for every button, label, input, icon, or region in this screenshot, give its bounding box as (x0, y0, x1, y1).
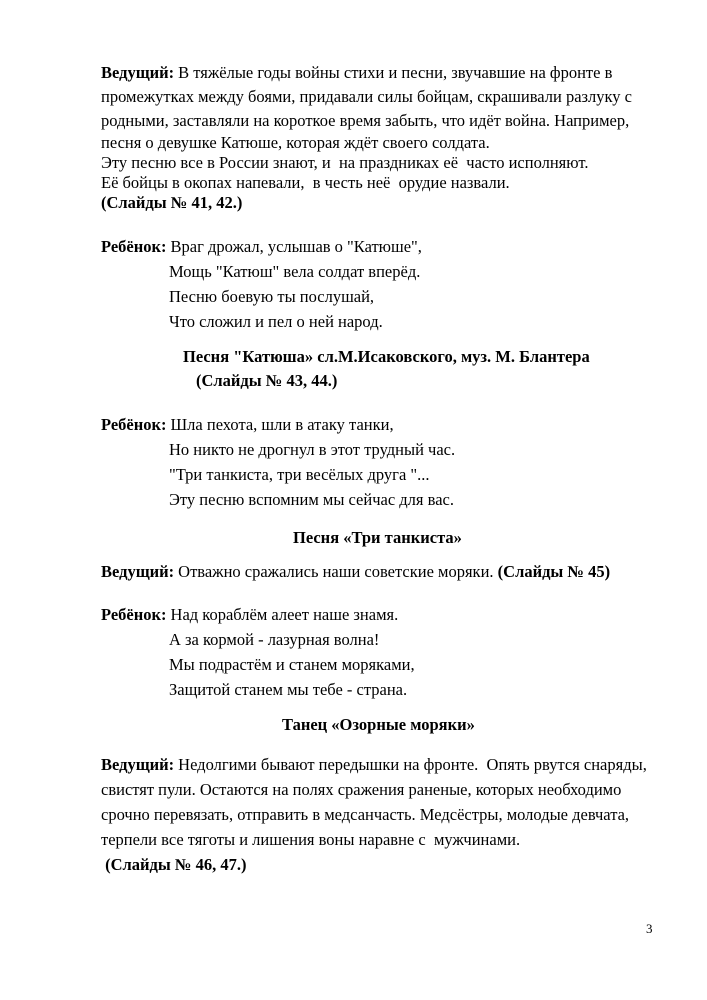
text-line: промежутках между боями, придавали силы бойцам, скрашивали разлуку с (101, 87, 632, 106)
speech-text: Отважно сражались наши советские моряки. (178, 562, 498, 581)
page-content (101, 61, 681, 877)
verse-line: Песню боевую ты послушай, (169, 287, 375, 306)
child-verse-sailors (101, 602, 681, 702)
speaker-label: Ребёнок: (101, 605, 167, 624)
child-verse-three-tankmen (101, 412, 681, 512)
verse-line: Мощь "Катюш" вела солдат вперёд. (169, 262, 421, 281)
verse-line: Защитой станем мы тебе - страна. (169, 680, 408, 699)
speech-text: В тяжёлые годы войны стихи и песни, звучавшие на фронте в (178, 63, 613, 82)
verse-line: Но никто не дрогнул в этот трудный час. (169, 440, 456, 459)
slides-note: (Слайды № 43, 44.) (196, 371, 338, 390)
slides-note: (Слайды № 46, 47.) (101, 855, 247, 874)
text-line: Эту песню все в России знают, и на праздниках её часто исполняют. (101, 153, 589, 172)
text-line (101, 559, 681, 584)
host-speech-nurses (101, 752, 681, 877)
slides-note: (Слайды № 41, 42.) (101, 193, 243, 212)
verse-line (101, 234, 681, 259)
speaker-label: Ведущий: (101, 562, 175, 581)
text-line (101, 61, 681, 85)
verse-line: Эту песню вспомним мы сейчас для вас. (169, 490, 454, 509)
speaker-label: Ведущий: (101, 755, 175, 774)
song-title-katyusha (101, 345, 681, 393)
text-line (101, 752, 681, 777)
text-line: срочно перевязать, отправить в медсанчасть. Медсёстры, молодые девчата, (101, 805, 630, 824)
verse-text: Враг дрожал, услышав о "Катюше", (170, 237, 422, 256)
song-title-three-tankmen (101, 525, 681, 550)
host-speech-sailors (101, 559, 681, 584)
verse-line: "Три танкиста, три весёлых друга "... (169, 465, 430, 484)
dance-title-text: Танец «Озорные моряки» (282, 715, 475, 734)
host-speech-intro (101, 61, 681, 213)
song-title-text: Песня «Три танкиста» (293, 528, 462, 547)
child-verse-katyusha (101, 234, 681, 334)
page-number: 3 (646, 921, 653, 936)
verse-text: Над кораблём алеет наше знамя. (170, 605, 399, 624)
speaker-label: Ребёнок: (101, 415, 167, 434)
speaker-label: Ребёнок: (101, 237, 167, 256)
text-line: песня о девушке Катюше, которая ждёт своего солдата. (101, 133, 490, 152)
verse-line: А за кормой - лазурная волна! (169, 630, 380, 649)
verse-line: Мы подрастём и станем моряками, (169, 655, 415, 674)
verse-line: Что сложил и пел о ней народ. (169, 312, 383, 331)
verse-line (101, 412, 681, 437)
dance-title-sailors (101, 712, 681, 737)
verse-line (101, 602, 681, 627)
verse-text: Шла пехота, шли в атаку танки, (170, 415, 394, 434)
slides-note: (Слайды № 45) (497, 562, 611, 581)
speech-text: Недолгими бывают передышки на фронте. Опять рвутся снаряды, (178, 755, 647, 774)
text-line: терпели все тяготы и лишения воны наравне с мужчинами. (101, 830, 521, 849)
song-title-text: Песня "Катюша» сл.М.Исаковского, муз. М. Блантера (183, 347, 590, 366)
speaker-label: Ведущий: (101, 63, 175, 82)
text-line: родными, заставляли на короткое время забыть, что идёт война. Например, (101, 111, 630, 130)
text-line: Её бойцы в окопах напевали, в честь неё орудие назвали. (101, 173, 510, 192)
text-line: свистят пули. Остаются на полях сражения раненые, которых необходимо (101, 780, 622, 799)
